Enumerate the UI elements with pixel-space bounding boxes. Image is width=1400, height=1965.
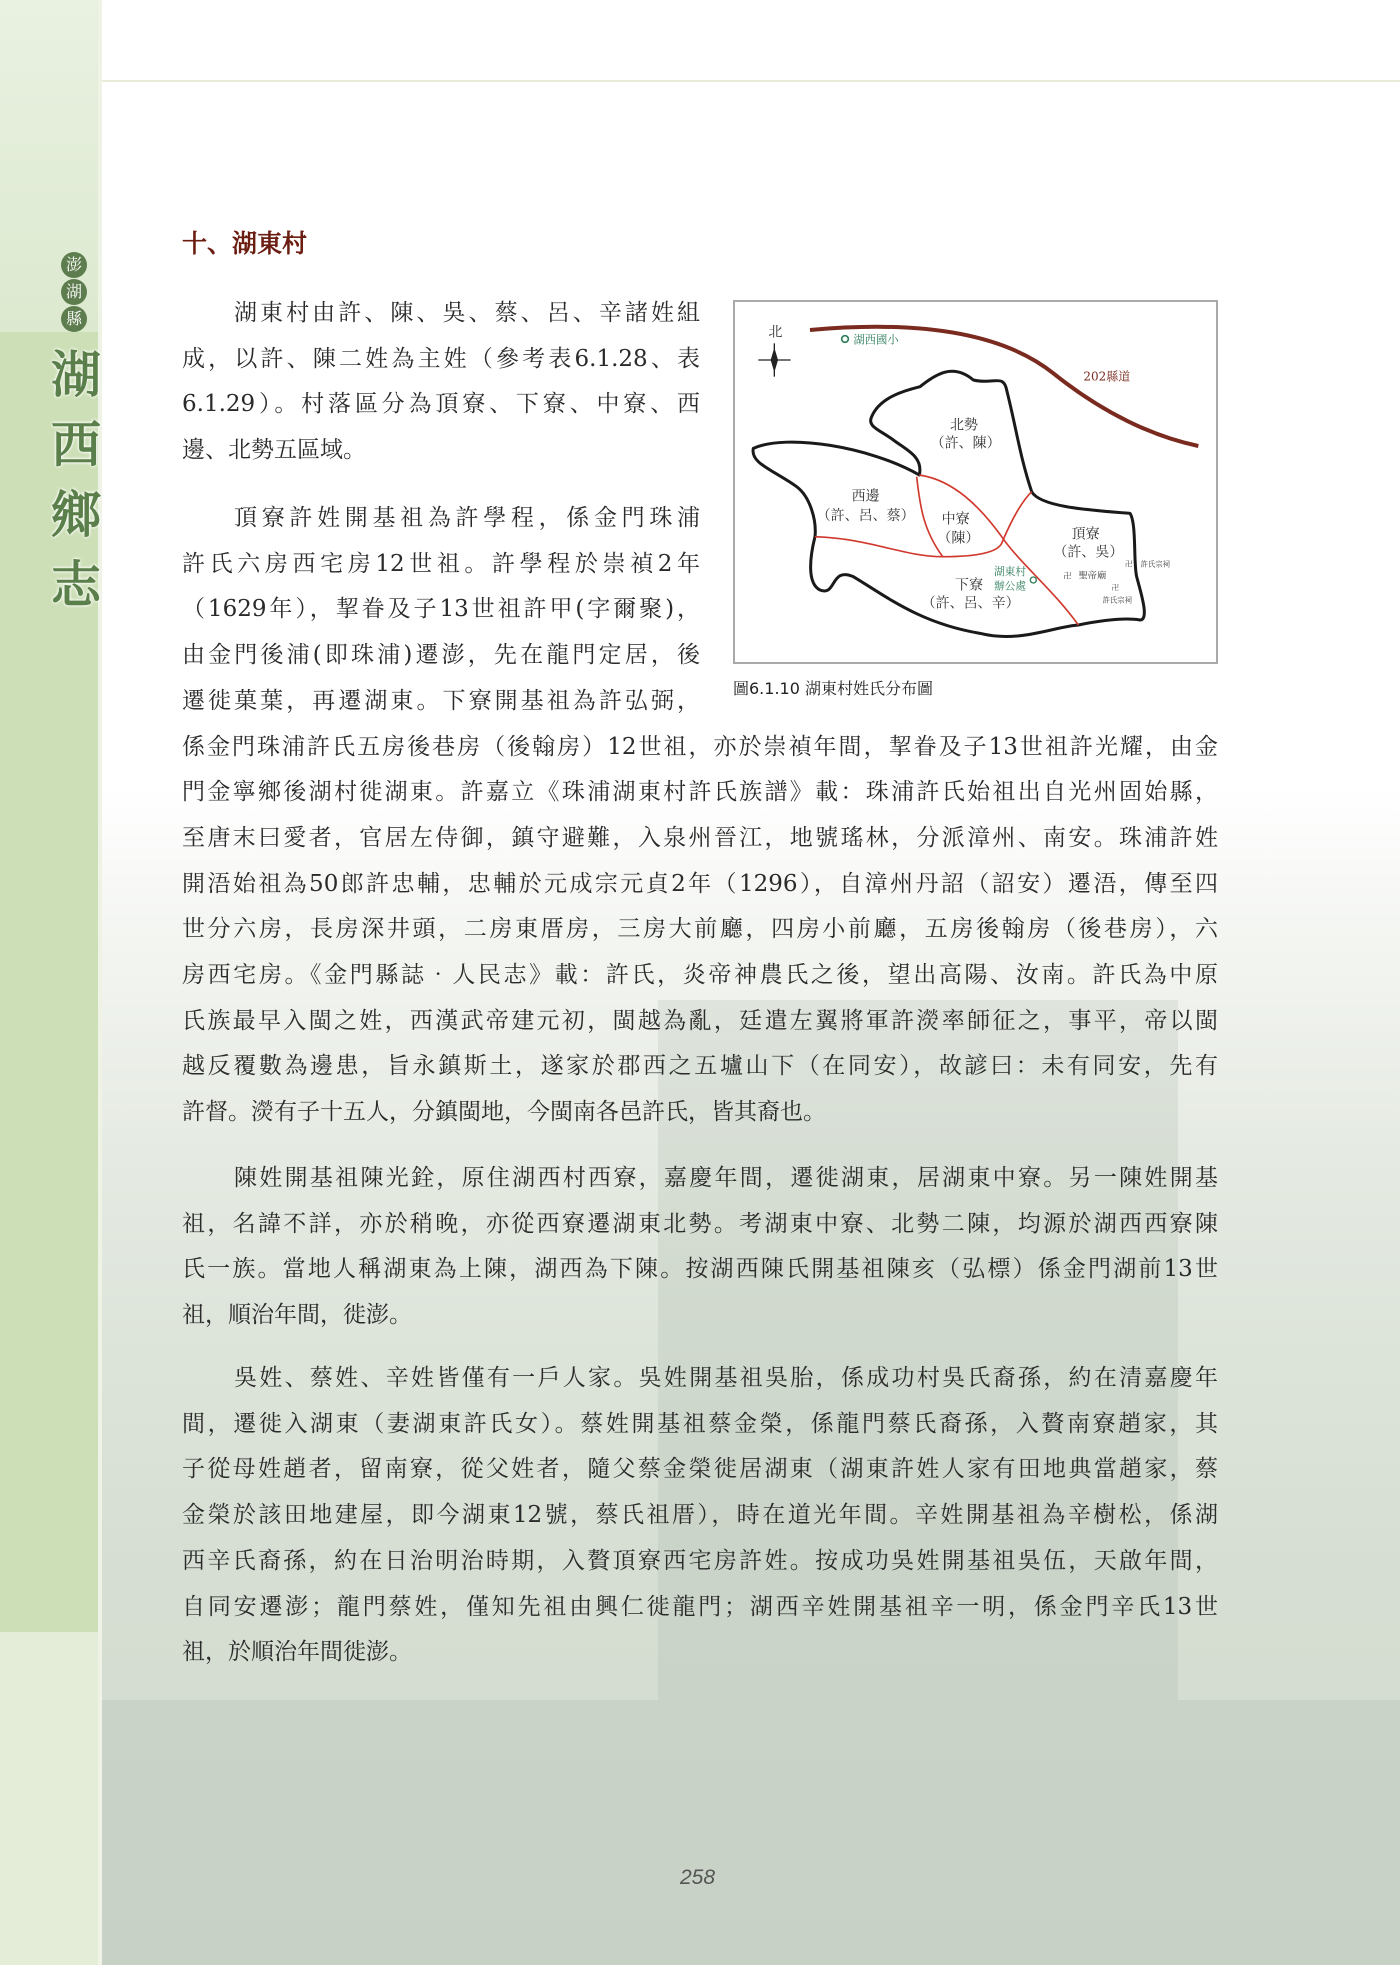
section-title: 十、湖東村 [182, 229, 308, 258]
paragraph-line: 邊、北勢五區域。 [182, 437, 366, 464]
book-title-char: 湖 [51, 345, 101, 404]
book-title-char: 鄉 [51, 485, 101, 544]
region-names-zhongliao: （陳） [937, 530, 980, 547]
sidebar [0, 0, 102, 1965]
paragraph-line: 開浯始祖為50郎許忠輔，忠輔於元成宗元貞2年（1296），自漳州丹詔（詔安）遷浯，傳至四 [182, 870, 1218, 897]
county-char: 縣 [61, 306, 87, 332]
book-title-char: 志 [51, 555, 101, 614]
paragraph-line: 房西宅房。《金門縣誌‧人民志》載：許氏，炎帝神農氏之後，望出高陽、汝南。許氏為中原 [182, 962, 1218, 988]
temple-label: 聖帝廟 [1078, 570, 1107, 582]
region-names-xialiao: （許、呂、辛） [921, 595, 1020, 612]
paragraph-line: 頂寮許姓開基祖為許學程，係金門珠浦 [234, 505, 700, 531]
region-label-zhongliao: 中寮 [941, 511, 970, 528]
county-char: 湖 [61, 279, 87, 305]
county-badge [61, 252, 89, 333]
office-label: 湖東村 [994, 565, 1026, 578]
north-label: 北 [768, 324, 783, 341]
region-label-xialiao: 下寮 [955, 577, 983, 594]
paragraph-line: （1629年），挈眷及子13世祖許甲(字爾聚)， [182, 596, 700, 623]
region-label-dingliao: 頂寮 [1071, 526, 1100, 543]
paragraph-line: 世分六房，長房深井頭，二房東厝房，三房大前廳，四房小前廳，五房後翰房（後巷房），六 [182, 916, 1218, 943]
region-names-xibian: （許、呂、蔡） [816, 508, 915, 524]
paragraph-line: 係金門珠浦許氏五房後巷房（後翰房）12世祖，亦於崇禎年間，挈眷及子13世祖許光耀，由金 [182, 733, 1218, 760]
region-label-xibian: 西邊 [851, 488, 880, 505]
office-marker-icon [1030, 577, 1036, 583]
paragraph-line: 吳姓、蔡姓、辛姓皆僅有一戶人家。吳姓開基祖吳胎，係成功村吳氏裔孫，約在清嘉慶年 [234, 1365, 1218, 1391]
book-title [48, 340, 104, 620]
hall-icon: 卍 [1125, 559, 1133, 569]
paragraph-line: 湖東村由許、陳、吳、蔡、呂、辛諸姓組 [234, 300, 700, 326]
paragraph-line: 門金寧鄉後湖村徙湖東。許嘉立《珠浦湖東村許氏族譜》載：珠浦許氏始祖出自光州固始縣， [182, 779, 1218, 806]
road-label: 202縣道 [1083, 369, 1131, 384]
sidebar-bottom [0, 1632, 98, 1965]
header-band [98, 0, 1400, 82]
figure-caption: 圖6.1.10 湖東村姓氏分布圖 [733, 679, 933, 698]
paragraph-line: 子從母姓趙者，留南寮，從父姓者，隨父蔡金榮徙居湖東（湖東許姓人家有田地典當趙家，蔡 [182, 1456, 1218, 1483]
paragraph-line: 西辛氏裔孫，約在日治明治時期，入贅頂寮西宅房許姓。按成功吳姓開基祖吳伍，天啟年間， [182, 1547, 1218, 1574]
region-label-beishi: 北勢 [950, 417, 978, 434]
page-number: 258 [680, 1866, 716, 1889]
office-label: 辦公處 [994, 579, 1026, 593]
paragraph-line: 祖，名諱不詳，亦於稍晚，亦從西寮遷湖東北勢。考湖東中寮、北勢二陳，均源於湖西西寮陳 [182, 1210, 1218, 1237]
paragraph-line: 由金門後浦(即珠浦)遷澎，先在龍門定居，後 [182, 642, 700, 669]
figure-map [733, 300, 1218, 664]
paragraph-line: 成，以許、陳二姓為主姓（參考表6.1.28、表 [182, 345, 700, 372]
paragraph-line: 陳姓開基祖陳光銓，原住湖西村西寮，嘉慶年間，遷徙湖東，居湖東中寮。另一陳姓開基 [234, 1165, 1218, 1191]
paragraph-line: 6.1.29）。村落區分為頂寮、下寮、中寮、西 [182, 391, 700, 418]
map-svg [720, 290, 1230, 670]
paragraph-line: 許氏六房西宅房12世祖。許學程於崇禎2年 [182, 550, 700, 577]
paragraph-line: 間，遷徙入湖東（妻湖東許氏女）。蔡姓開基祖蔡金榮，係龍門蔡氏裔孫，入贅南寮趙家，其 [182, 1410, 1218, 1437]
compass-icon [758, 343, 790, 376]
temple-icon: 卍 [1063, 571, 1072, 581]
paragraph-line: 自同安遷澎；龍門蔡姓，僅知先祖由興仁徙龍門；湖西辛姓開基祖辛一明，係金門辛氏13世 [182, 1593, 1218, 1620]
ancestral-hall-label: 許氏宗祠 [1102, 595, 1132, 605]
book-title-char: 西 [51, 415, 101, 474]
paragraph-line: 祖，於順治年間徙澎。 [182, 1639, 412, 1666]
paragraph-line: 金榮於該田地建屋，即今湖東12號，蔡氏祖厝），時在道光年間。辛姓開基祖為辛樹松，係湖 [182, 1502, 1218, 1529]
hall-icon: 卍 [1111, 583, 1119, 592]
region-names-beishi: （許、陳） [930, 435, 1001, 452]
photo-ground-shape [98, 1700, 1400, 1965]
paragraph-line: 遷徙菓葉，再遷湖東。下寮開基祖為許弘弼， [182, 687, 700, 714]
paragraph-line: 越反覆數為邊患，旨永鎮斯土，遂家於郡西之五壚山下（在同安），故諺曰：未有同安，先有 [182, 1053, 1218, 1080]
paragraph-line: 氏族最早入閩之姓，西漢武帝建元初，閩越為亂，廷遣左翼將軍許濙率師征之，事平，帝以閩 [182, 1007, 1218, 1034]
school-marker-icon [842, 336, 849, 343]
school-label: 湖西國小 [853, 332, 899, 347]
paragraph-line: 至唐末曰愛者，官居左侍御，鎮守避難，入泉州晉江，地號瑤林，分派漳州、南安。珠浦許姓 [182, 824, 1218, 851]
paragraph-line: 祖，順治年間，徙澎。 [182, 1302, 412, 1329]
county-char: 澎 [61, 252, 87, 278]
paragraph-line: 氏一族。當地人稱湖東為上陳，湖西為下陳。按湖西陳氏開基祖陳亥（弘標）係金門湖前13世 [182, 1256, 1218, 1283]
paragraph-line: 許督。濙有子十五人，分鎮閩地，今閩南各邑許氏，皆其裔也。 [182, 1099, 826, 1126]
region-names-dingliao: （許、吳） [1053, 544, 1124, 561]
ancestral-hall-label: 許氏宗祠 [1140, 559, 1170, 569]
